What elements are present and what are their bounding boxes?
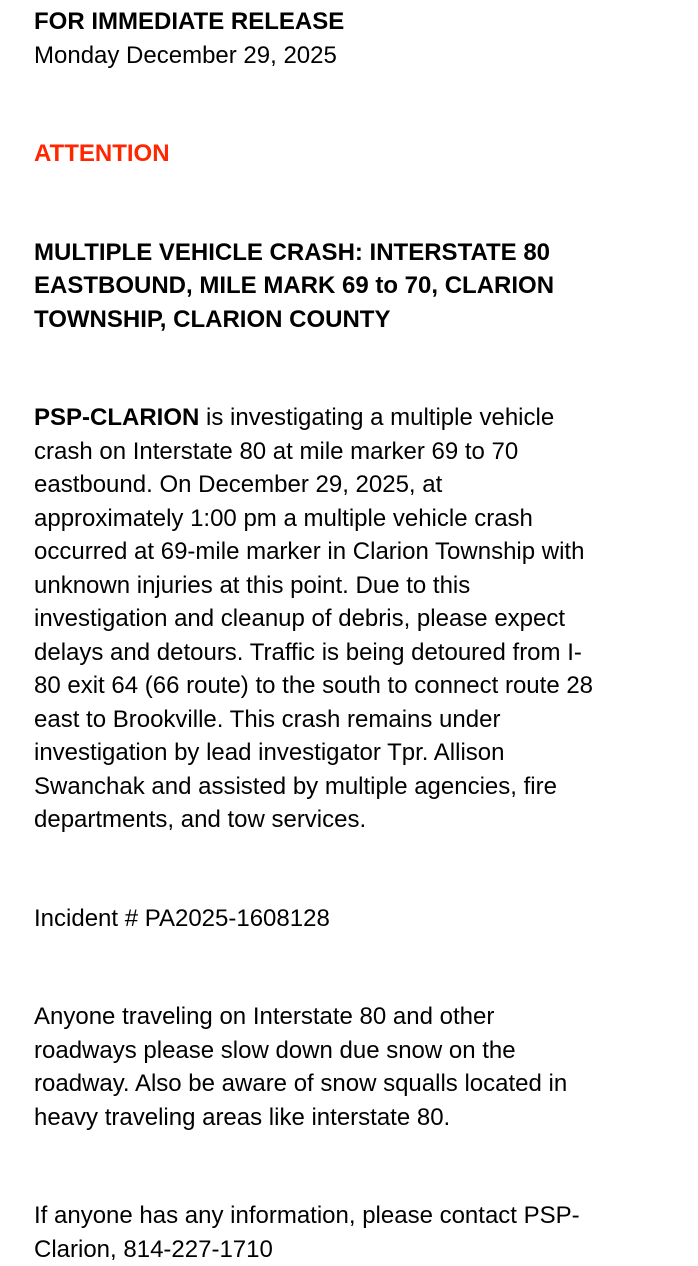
- incident-number: Incident # PA2025-1608128: [34, 902, 664, 936]
- body-line: 80 exit 64 (66 route) to the south to connect route 28: [34, 669, 664, 703]
- body-line: occurred at 69-mile marker in Clarion Township with: [34, 535, 664, 569]
- body-line: delays and detours. Traffic is being detoured from I-: [34, 636, 664, 670]
- headline-line: EASTBOUND, MILE MARK 69 to 70, CLARION: [34, 269, 664, 303]
- advisory-line: roadway. Also be aware of snow squalls located in: [34, 1067, 664, 1101]
- body-line: approximately 1:00 pm a multiple vehicle crash: [34, 502, 664, 536]
- headline: [34, 236, 664, 337]
- headline-line: MULTIPLE VEHICLE CRASH: INTERSTATE 80: [34, 236, 664, 270]
- attention-label: ATTENTION: [34, 137, 664, 171]
- contact-line: Clarion, 814-227-1710: [34, 1233, 664, 1266]
- body-line: crash on Interstate 80 at mile marker 69 to 70: [34, 435, 664, 469]
- body-line: [34, 401, 664, 435]
- advisory-line: Anyone traveling on Interstate 80 and other: [34, 1000, 664, 1034]
- body-paragraph: [34, 401, 664, 837]
- release-date: Monday December 29, 2025: [34, 39, 664, 73]
- body-line: departments, and tow services.: [34, 803, 664, 837]
- advisory-line: heavy traveling areas like interstate 80.: [34, 1101, 664, 1135]
- contact-line: If anyone has any information, please contact PSP-: [34, 1199, 664, 1233]
- advisory-line: roadways please slow down due snow on the: [34, 1034, 664, 1068]
- contact-paragraph: [34, 1199, 664, 1266]
- body-line: Swanchak and assisted by multiple agencies, fire: [34, 770, 664, 804]
- body-line: investigation by lead investigator Tpr. Allison: [34, 736, 664, 770]
- body-line-text: is investigating a multiple vehicle: [199, 404, 554, 431]
- headline-line: TOWNSHIP, CLARION COUNTY: [34, 303, 664, 337]
- body-lead: PSP-CLARION: [34, 404, 199, 431]
- body-line: unknown injuries at this point. Due to this: [34, 569, 664, 603]
- body-line: east to Brookville. This crash remains under: [34, 703, 664, 737]
- body-line: eastbound. On December 29, 2025, at: [34, 468, 664, 502]
- release-label: FOR IMMEDIATE RELEASE: [34, 5, 664, 39]
- advisory-paragraph: [34, 1000, 664, 1134]
- body-line: investigation and cleanup of debris, please expect: [34, 602, 664, 636]
